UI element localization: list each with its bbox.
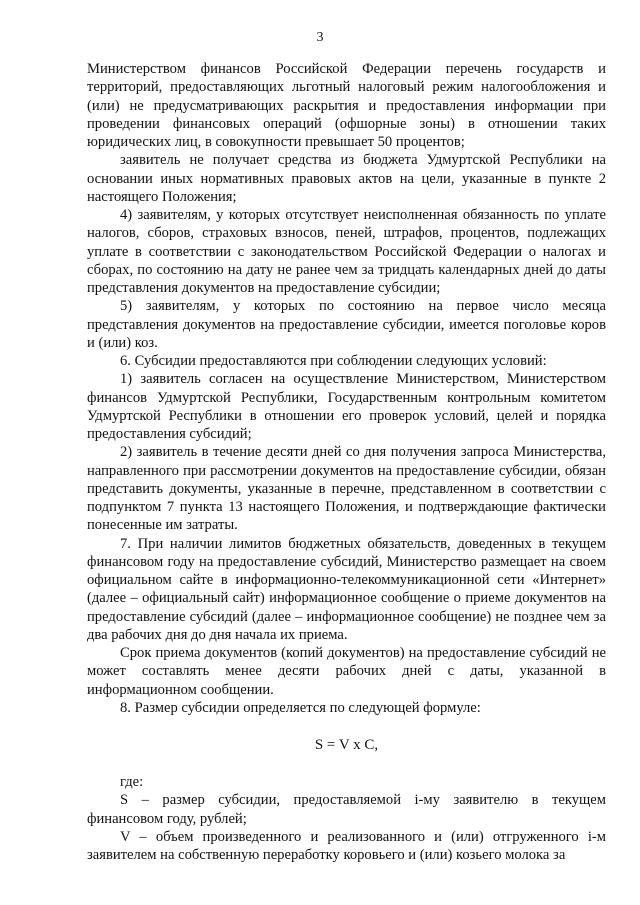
paragraph-section-6: 6. Субсидии предоставляются при соблюдении следующих условий: bbox=[120, 353, 547, 369]
paragraph-where: где: bbox=[120, 774, 144, 790]
page-number: 3 bbox=[316, 30, 324, 45]
paragraph-definition-s: S – размер субсидии, предоставляемой i-му заявителю в текущем финансовом году, рублей; bbox=[87, 792, 606, 827]
subsidy-formula: S = V x C, bbox=[314, 737, 379, 753]
paragraph-condition-1: 1) заявитель согласен на осуществление Министерством, Министерством финансов Удмуртской Республики, Государственным контрольным комитетом Удмуртской Республики в отношении его проверок условий, целей и порядка предоставления субсидий; bbox=[87, 371, 606, 442]
paragraph-no-budget-funds: заявитель не получает средства из бюджета Удмуртской Республики на основании иных нормативных правовых актов на цели, указанные в пункте 2 настоящего Положения; bbox=[87, 152, 606, 205]
paragraph-acceptance-period: Срок приема документов (копий документов) на предоставление субсидий не может составлять менее десяти рабочих дней с даты, указанной в информационном сообщении. bbox=[87, 645, 606, 698]
paragraph-offshore-criteria: Министерством финансов Российской Федерации перечень государств и территорий, предоставляющих льготный налоговый режим налогообложения и (или) не предусматривающих раскрытия и предоставления информации при проведении финансовых операций (офшорные зоны) в отношении таких юридических лиц, в совокупности превышает 50 процентов; bbox=[87, 61, 606, 150]
paragraph-section-8: 8. Размер субсидии определяется по следующей формуле: bbox=[120, 699, 481, 716]
paragraph-item-5: 5) заявителям, у которых по состоянию на первое число месяца представления документов на предоставление субсидии, имеется поголовье коров и (или) коз. bbox=[87, 298, 606, 351]
paragraph-condition-2: 2) заявитель в течение десяти дней со дня получения запроса Министерства, направленного при рассмотрении документов на предоставление субсидии, обязан представить документы, указанные в перечне, представленном в соответствии с подпунктом 7 пункта 13 настоящего Положения, и подтверждающие фактически понесенные им затраты. bbox=[87, 444, 606, 534]
document-body bbox=[87, 60, 606, 864]
paragraph-definition-v: V – объем произведенного и реализованного и (или) отгруженного i-м заявителем на собственную переработку коровьего и (или) козьего молока за bbox=[87, 828, 606, 863]
paragraph-item-4: 4) заявителям, у которых отсутствует неисполненная обязанность по уплате налогов, сборов, страховых взносов, пеней, штрафов, процентов, подлежащих уплате в соответствии с законодательством Российской Федерации о налогах и сборах, по состоянию на дату не ранее чем за тридцать календарных дней до даты представления документов на предоставление субсидии; bbox=[87, 207, 606, 296]
paragraph-section-7: 7. При наличии лимитов бюджетных обязательств, доведенных в текущем финансовом году на предоставление субсидий, Министерство размещает на своем официальном сайте в информационно-телекоммуникационной сети «Интернет» (далее – официальный сайт) информационное сообщение о приеме документов на предоставление субсидий (далее – информационное сообщение) не позднее чем за два рабочих дня до дня начала их приема. bbox=[87, 535, 606, 643]
